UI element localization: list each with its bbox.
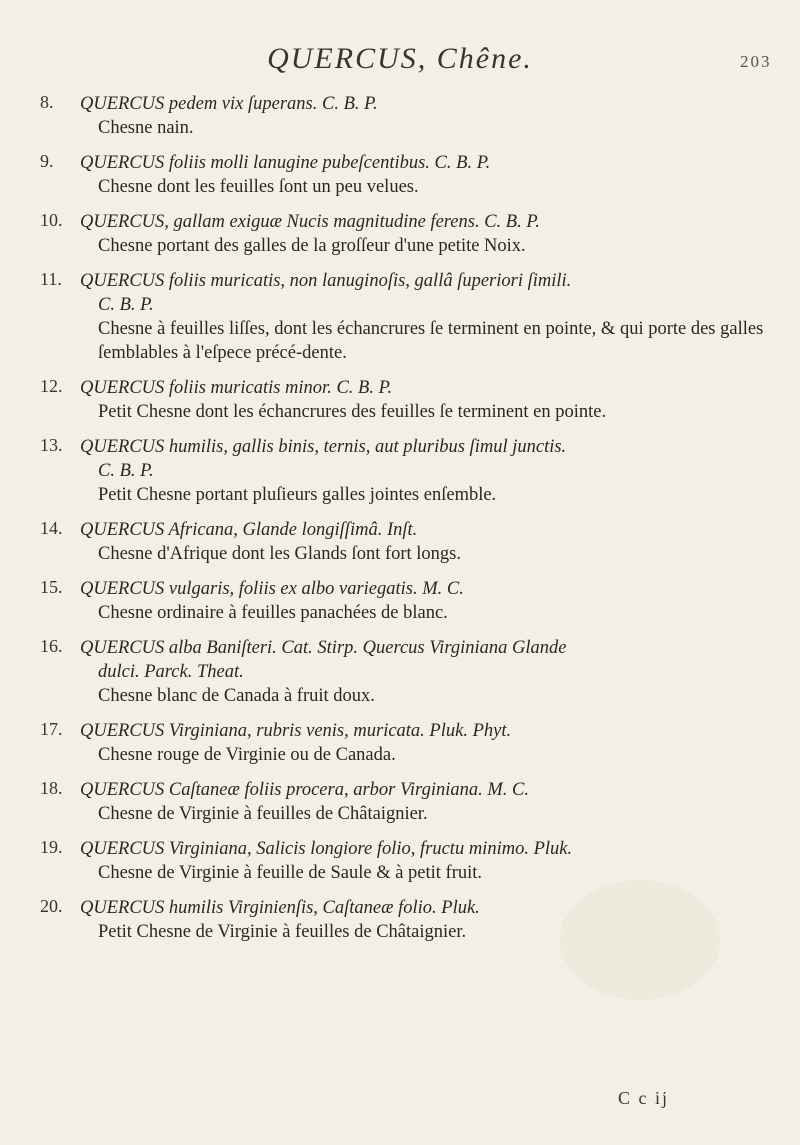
latin-name: QUERCUS Africana, Glande longiſſimâ. Inſt. [80,520,418,540]
latin-name: QUERCUS Caſtaneæ foliis procera, arbor Virginiana. M. C. [80,780,529,800]
entry-number: 8. [40,92,54,112]
entry-20 [40,896,770,944]
latin-name: QUERCUS pedem vix ſuperans. C. B. P. [80,94,378,114]
entry-15 [40,577,770,625]
latin-name: QUERCUS, gallam exiguæ Nucis magnitudine ferens. C. B. P. [80,212,540,232]
entry-list [40,92,770,955]
french-name: Chesne portant des galles de la groſſeur d'une petite Noix. [98,236,526,256]
running-head: QUERCUS, Chêne. [267,42,533,75]
latin-name: QUERCUS foliis muricatis, non lanuginoſis, gallâ ſuperiori ſimili. [80,271,572,291]
french-name: Petit Chesne portant pluſieurs galles jointes enſemble. [98,485,497,505]
entry-18 [40,778,770,826]
french-name: Chesne à feuilles liſſes, dont les échancrures ſe terminent en pointe, & qui porte des galles ſemblables à l'eſpece précé-dente. [98,319,764,363]
entry-9 [40,151,770,199]
french-name: Chesne rouge de Virginie ou de Canada. [98,745,396,765]
latin-name: QUERCUS foliis muricatis minor. C. B. P. [80,378,393,398]
entry-16 [40,636,770,708]
entry-8 [40,92,770,140]
french-name: Chesne ordinaire à feuilles panachées de blanc. [98,603,448,623]
french-name: Petit Chesne dont les échancrures des feuilles ſe terminent en pointe. [98,402,607,422]
page-number: 203 [740,52,772,71]
latin-name: QUERCUS Virginiana, Salicis longiore folio, fructu minimo. Pluk. [80,839,573,859]
entry-number: 11. [40,269,62,289]
entry-number: 10. [40,210,63,230]
french-name: Petit Chesne de Virginie à feuilles de Châtaignier. [98,922,467,942]
latin-name: QUERCUS humilis Virginienſis, Caſtaneæ folio. Pluk. [80,898,480,918]
entry-number: 17. [40,719,63,739]
entry-number: 16. [40,636,63,656]
entry-14 [40,518,770,566]
entry-number: 12. [40,376,63,396]
french-name: Chesne de Virginie à feuille de Saule & à petit fruit. [98,863,483,883]
latin-name: QUERCUS vulgaris, foliis ex albo variegatis. M. C. [80,579,464,599]
french-name: Chesne de Virginie à feuilles de Châtaignier. [98,804,428,824]
entry-number: 19. [40,837,63,857]
signature-mark: C c ij [618,1088,669,1108]
entry-12 [40,376,770,424]
entry-number: 9. [40,151,54,171]
entry-11 [40,269,770,365]
latin-name-continued: C. B. P. [98,295,154,315]
french-name: Chesne nain. [98,118,194,138]
latin-name: QUERCUS foliis molli lanugine pubeſcentibus. C. B. P. [80,153,491,173]
entry-13 [40,435,770,507]
latin-name-continued: C. B. P. [98,461,154,481]
entry-number: 15. [40,577,63,597]
entry-19 [40,837,770,885]
latin-name: QUERCUS Virginiana, rubris venis, muricata. Pluk. Phyt. [80,721,512,741]
entry-17 [40,719,770,767]
entry-number: 20. [40,896,63,916]
entry-number: 14. [40,518,63,538]
entry-number: 13. [40,435,63,455]
latin-name: QUERCUS alba Baniſteri. Cat. Stirp. Quercus Virginiana Glande [80,638,567,658]
french-name: Chesne blanc de Canada à fruit doux. [98,686,375,706]
latin-name-continued: dulci. Parck. Theat. [98,662,244,682]
french-name: Chesne dont les feuilles ſont un peu velues. [98,177,419,197]
entry-number: 18. [40,778,63,798]
french-name: Chesne d'Afrique dont les Glands ſont fort longs. [98,544,462,564]
latin-name: QUERCUS humilis, gallis binis, ternis, aut pluribus ſimul junctis. [80,437,567,457]
entry-10 [40,210,770,258]
